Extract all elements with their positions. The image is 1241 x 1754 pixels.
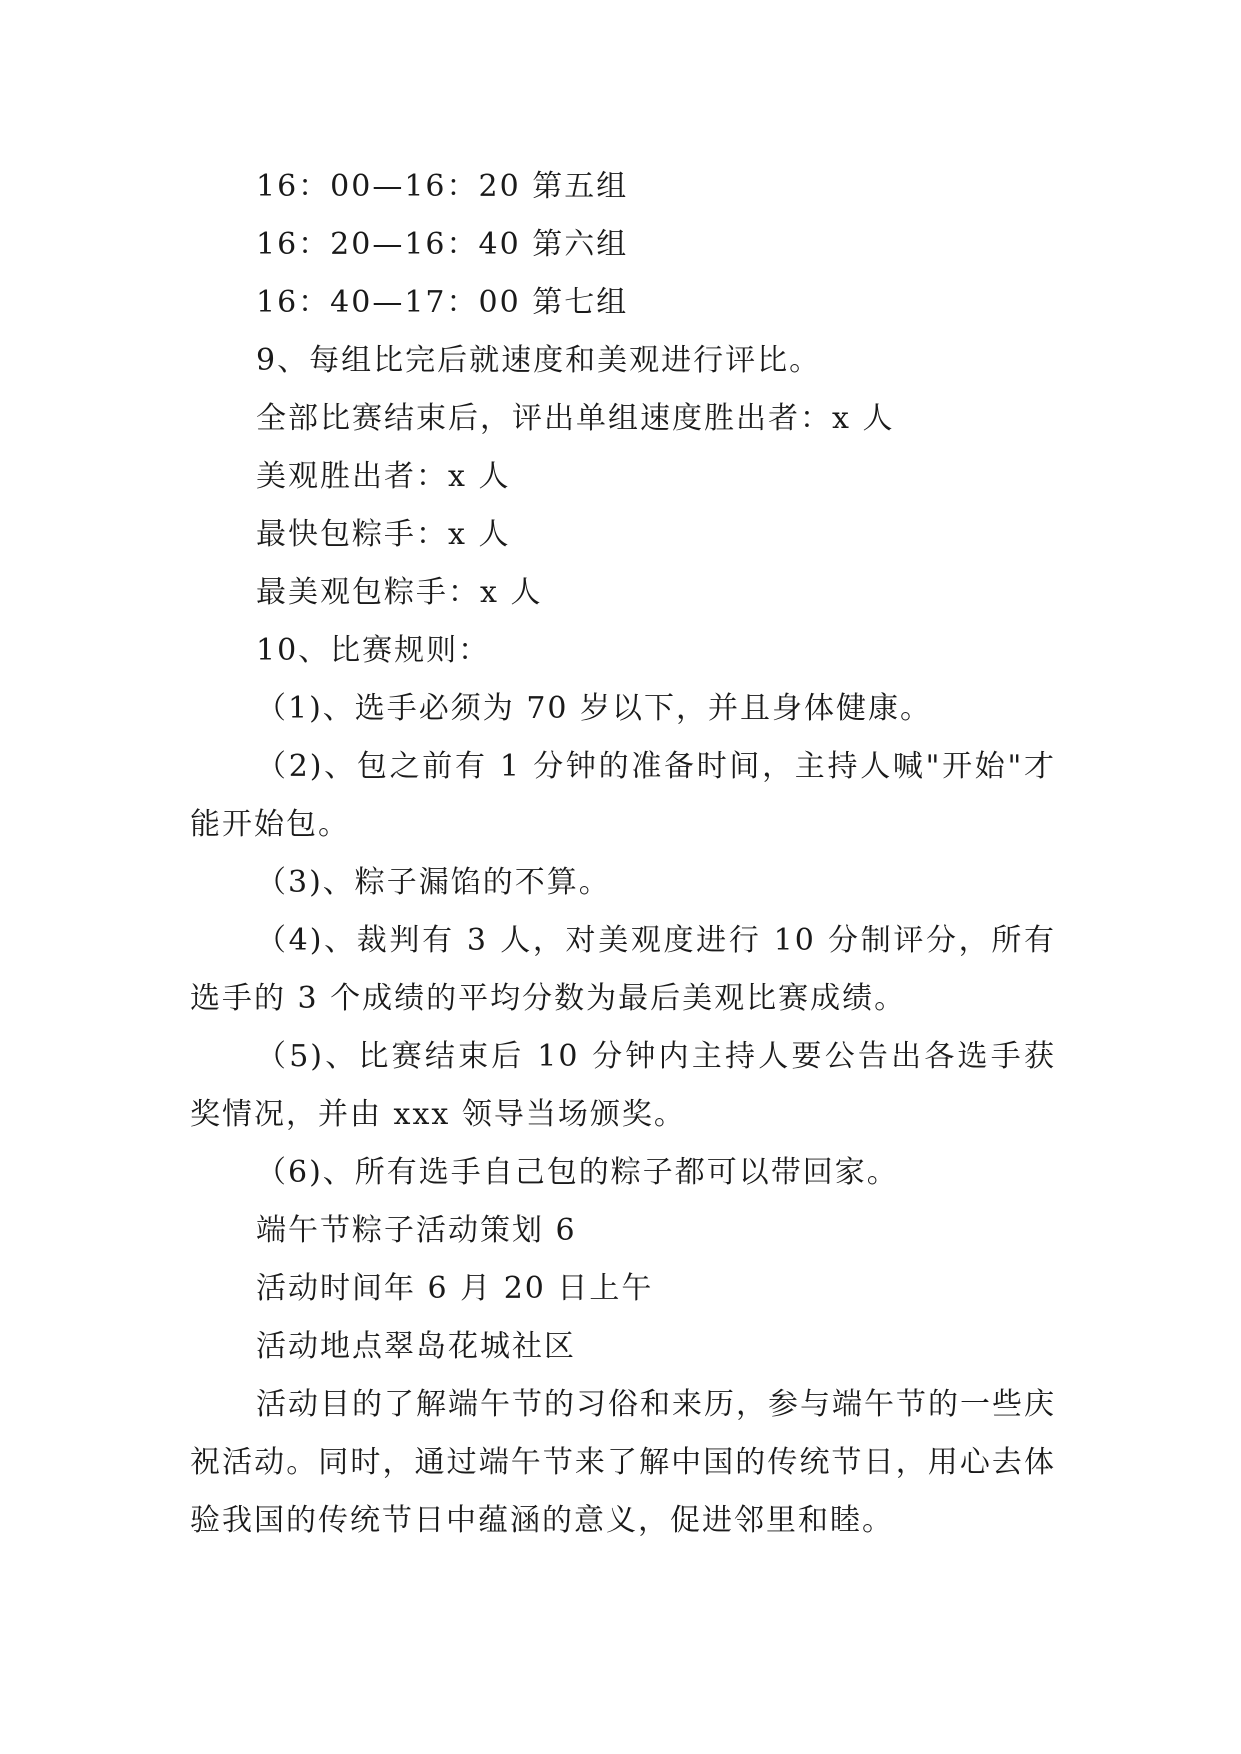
rule-3: （3)、粽子漏馅的不算。 xyxy=(256,865,611,900)
rule-5: （5)、比赛结束后 10 分钟内主持人要公告出各选手获奖情况，并由 xxx 领导当场颁奖。 xyxy=(190,1039,1056,1132)
schedule-group-7: 16：40—17：00 第七组 xyxy=(256,285,629,320)
result-beauty: 美观胜出者：x 人 xyxy=(256,459,511,494)
schedule-group-6: 16：20—16：40 第六组 xyxy=(256,227,629,262)
document-body xyxy=(190,158,1056,1550)
rule-1: （1)、选手必须为 70 岁以下，并且身体健康。 xyxy=(256,691,933,726)
result-fastest: 最快包粽手：x 人 xyxy=(256,517,511,552)
rule-4: （4)、裁判有 3 人，对美观度进行 10 分制评分，所有选手的 3 个成绩的平均分数为最后美观比赛成绩。 xyxy=(190,923,1056,1016)
result-most-beautiful: 最美观包粽手：x 人 xyxy=(256,575,543,610)
plan-6-title: 端午节粽子活动策划 6 xyxy=(256,1213,577,1248)
item-10: 10、比赛规则： xyxy=(256,633,491,668)
activity-time: 活动时间年 6 月 20 日上午 xyxy=(256,1271,654,1306)
rule-2: （2)、包之前有 1 分钟的准备时间，主持人喊"开始"才能开始包。 xyxy=(190,749,1056,842)
activity-place: 活动地点翠岛花城社区 xyxy=(256,1329,576,1364)
activity-purpose: 活动目的了解端午节的习俗和来历，参与端午节的一些庆祝活动。同时，通过端午节来了解中国的传统节日，用心去体验我国的传统节日中蕴涵的意义，促进邻里和睦。 xyxy=(190,1387,1056,1538)
schedule-group-5: 16：00—16：20 第五组 xyxy=(256,169,629,204)
item-9: 9、每组比完后就速度和美观进行评比。 xyxy=(256,343,822,378)
rule-6: （6)、所有选手自己包的粽子都可以带回家。 xyxy=(256,1155,899,1190)
result-speed: 全部比赛结束后，评出单组速度胜出者：x 人 xyxy=(256,401,895,436)
